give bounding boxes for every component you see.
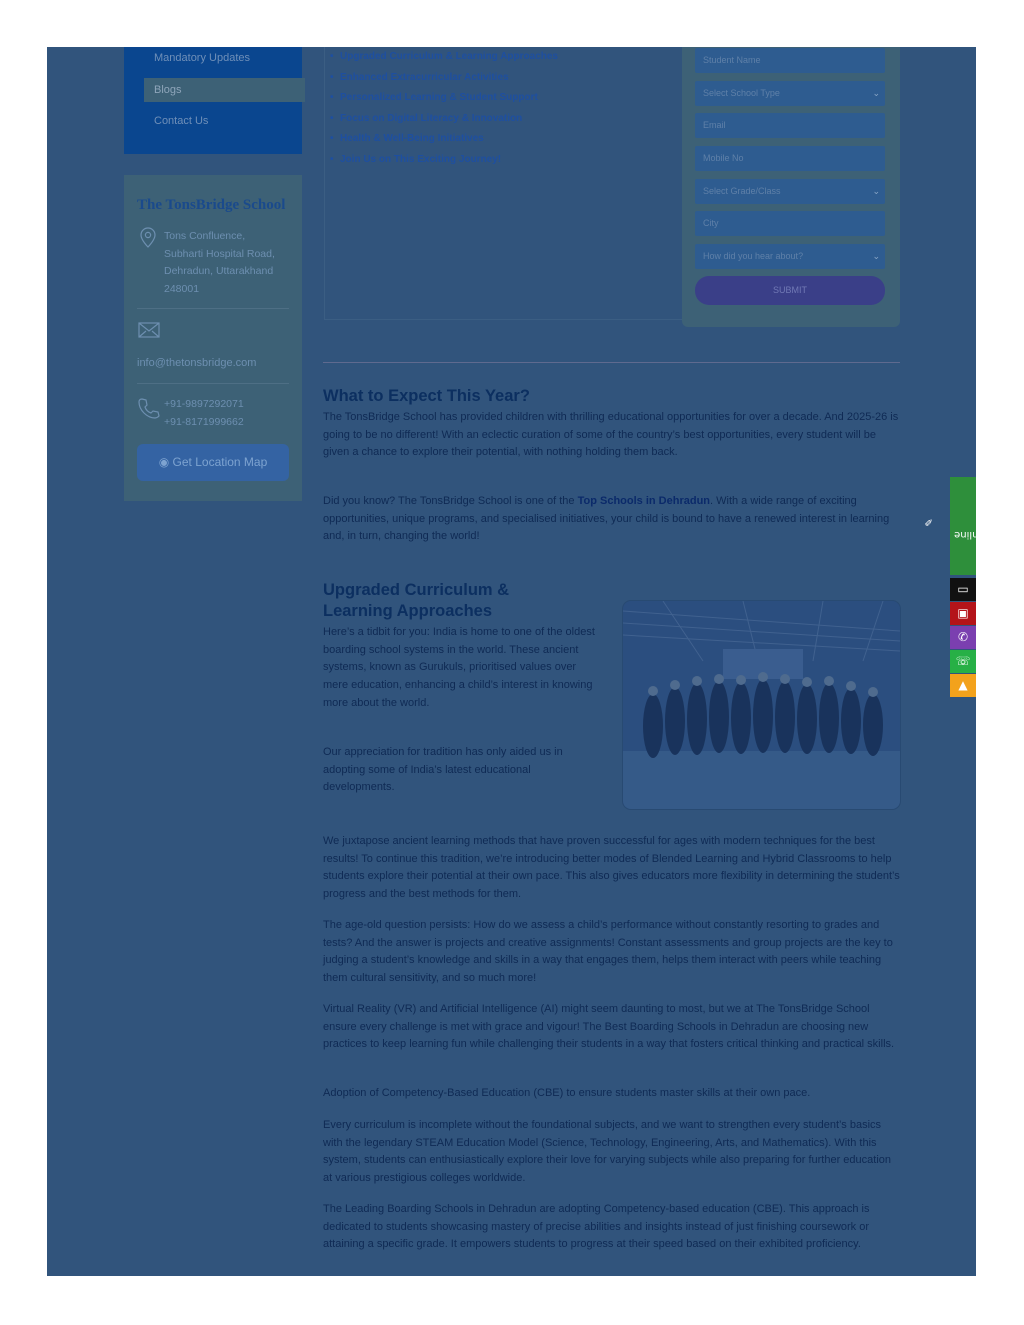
map-pin-icon bbox=[138, 227, 158, 253]
chevron-down-icon: ⌄ bbox=[872, 88, 880, 98]
map-marker-icon: ◉ bbox=[158, 455, 170, 469]
whatsapp-icon[interactable]: ☏ bbox=[950, 650, 976, 673]
section-heading: Upgraded Curriculum & Learning Approaches bbox=[323, 581, 510, 620]
paragraph: The age-old question persists: How do we assess a child’s performance without constantly resorting to grades and tests? And the answer is projects and creative assignments! Constant assessments and group projects are the key to judging a student’s knowledge and skills in a way that engages them, helps them interact with peers while teaching them cultural sensitivity, and so much more! bbox=[323, 919, 893, 985]
page-overlay bbox=[47, 47, 987, 1276]
paragraph: Our appreciation for tradition has only aided us in adopting some of India’s latest educational developments. bbox=[323, 746, 563, 794]
toc-item[interactable]: • Personalized Learning & Student Support bbox=[340, 92, 558, 113]
mobile-field[interactable]: Mobile No bbox=[695, 146, 885, 171]
contact-card bbox=[124, 175, 302, 501]
pdf-icon[interactable]: ▣ bbox=[950, 602, 976, 625]
address-line: Subharti Hospital Road, bbox=[164, 247, 275, 260]
paragraph: Adoption of Competency-Based Education (CBE) to ensure students master skills at their own pace. bbox=[323, 1087, 811, 1099]
school-type-select[interactable] bbox=[695, 81, 885, 106]
online-enquiry-tab[interactable] bbox=[924, 477, 987, 575]
grade-select[interactable] bbox=[695, 179, 885, 204]
phone-numbers bbox=[164, 396, 244, 431]
section-divider bbox=[323, 362, 900, 363]
envelope-icon bbox=[138, 322, 160, 342]
phone-icon bbox=[138, 397, 160, 423]
enquiry-form bbox=[682, 47, 900, 327]
chevron-down-icon: ⌄ bbox=[872, 251, 880, 261]
paragraph: The TonsBridge School has provided children with thrilling educational opportunities for over a decade. And 2025-26 is going to be no different! With an eclectic curation of some of the country’s best opportunities, every student will be given a chance to explore their potential, with nothing holding them back. bbox=[323, 411, 899, 459]
section-heading: What to Expect This Year? bbox=[323, 387, 530, 405]
submit-button[interactable]: SUBMIT bbox=[695, 276, 885, 305]
paragraph: The Leading Boarding Schools in Dehradun are adopting Competency-based education (CBE). This approach is dedicated to students showcasing mastery of precise abilities and insights instead of just finishing coursework or attaining a specific grade. It empowers students to progress at their speed based on their exhibited proficiency. bbox=[323, 1203, 870, 1251]
toc-item[interactable]: • Enhanced Extracurricular Activities bbox=[340, 72, 558, 93]
menu-item-contact-us[interactable]: Contact Us bbox=[154, 115, 209, 127]
source-value: How did you hear about? bbox=[703, 251, 804, 261]
paragraph: Here’s a tidbit for you: India is home to one of the oldest boarding school systems in the world. These ancient systems, known as Gurukuls, prioritised values over mere education, enhancing a child’s interest in knowing more about the world. bbox=[323, 626, 595, 709]
paragraph: Did you know? The TonsBridge School is one of the Top Schools in Dehradun. With a wide range of exciting opportunities, unique programs, and specialised initiatives, your child is bound to have a renewed interest in learning and, in turn, changing the world! bbox=[323, 495, 890, 543]
school-type-value: Select School Type bbox=[703, 88, 780, 98]
phone-call-icon[interactable]: ✆ bbox=[950, 626, 976, 649]
get-location-map-button[interactable] bbox=[137, 444, 289, 481]
top-schools-link[interactable]: Top Schools in Dehradun bbox=[577, 495, 711, 507]
grade-value: Select Grade/Class bbox=[703, 186, 781, 196]
school-name: The TonsBridge School bbox=[137, 197, 286, 213]
phone-link[interactable]: +91-8171999662 bbox=[164, 415, 244, 428]
email-field[interactable]: Email bbox=[695, 113, 885, 138]
email-link[interactable]: info@thetonsbridge.com bbox=[137, 357, 257, 369]
sidebar-menu bbox=[124, 47, 302, 154]
location-button-label: Get Location Map bbox=[172, 455, 268, 469]
toc-item[interactable]: • Focus on Digital Literacy & Innovation bbox=[340, 113, 558, 134]
divider bbox=[137, 383, 289, 384]
address-line: Tons Confluence, bbox=[164, 230, 246, 242]
credit-card-icon[interactable]: ▭ bbox=[950, 578, 976, 601]
paragraph: We juxtapose ancient learning methods that have proven successful for ages with modern techniques for the best results! To continue this tradition, we’re introducing better modes of Blended Learning and Hybrid Classrooms to help students explore their potential at their own pace. This also gives educators more flexibility in determining the student’s progress and the best methods for them. bbox=[323, 835, 900, 901]
source-select[interactable] bbox=[695, 244, 885, 269]
online-tab-label: ✎ Online bbox=[924, 518, 987, 541]
students-group-photo bbox=[622, 600, 901, 810]
student-name-field[interactable]: Student Name bbox=[695, 48, 885, 73]
address-line: Dehradun, Uttarakhand bbox=[164, 265, 274, 277]
toc-list bbox=[340, 51, 558, 174]
city-field[interactable]: City bbox=[695, 211, 885, 236]
menu-item-blogs[interactable]: Blogs bbox=[144, 78, 305, 102]
menu-item-mandatory-updates[interactable]: Mandatory Updates bbox=[154, 52, 250, 64]
toc-item[interactable]: • Upgraded Curriculum & Learning Approaches bbox=[340, 51, 558, 72]
phone-link[interactable]: +91-9897292071 bbox=[164, 398, 244, 410]
paragraph: Virtual Reality (VR) and Artificial Intelligence (AI) might seem daunting to most, but we at The TonsBridge School ensure every challenge is met with grace and vigour! The Best Boarding Schools in Dehradun are choosing new practices to keep learning fun while challenging their students in a way that fosters critical thinking and practical skills. bbox=[323, 1003, 895, 1051]
address-line: 248001 bbox=[164, 282, 200, 295]
address-block bbox=[164, 228, 292, 298]
paragraph: Every curriculum is incomplete without the foundational subjects, and we want to strengthen every student’s basics with the legendary STEAM Education Model (Science, Technology, Engineering, Arts, and Mathematics). With this system, students can enthusiastically explore their love for varying subjects while also preparing for further education at various prestigious colleges worldwide. bbox=[323, 1119, 892, 1185]
chevron-down-icon: ⌄ bbox=[872, 186, 880, 196]
divider bbox=[137, 308, 289, 309]
toc-item[interactable]: • Health & Well-Being Initiatives bbox=[340, 133, 558, 154]
toc-item[interactable]: • Join Us on This Exciting Journey! bbox=[340, 154, 558, 175]
graduation-cap-icon[interactable]: ▲ bbox=[950, 674, 976, 697]
